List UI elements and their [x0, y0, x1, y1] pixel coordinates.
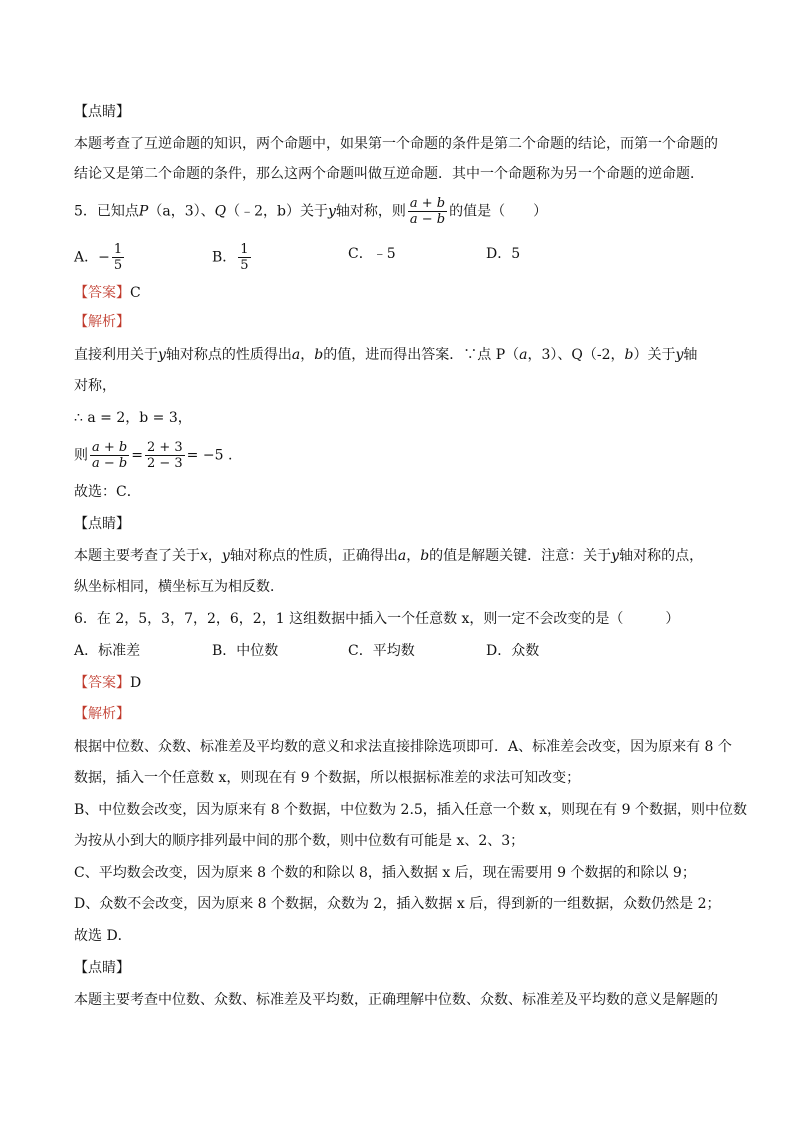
q6-option-d: D．众数	[486, 643, 540, 659]
q5-dianjing-line-1: 本题主要考查了关于x，y轴对称点的性质，正确得出a，b的值是解题关键．注意：关于y轴对称的点，	[74, 548, 704, 564]
q5-fraction: $\frac{a + b}{a - b}$	[409, 196, 446, 227]
q5-analysis-line-3: ∴ a = 2，b = 3，	[74, 410, 192, 426]
q6-analysis-line-1: 根据中位数、众数、标准差及平均数的意义和求法直接排除选项即可．A、标准差会改变，因为原来有 8 个	[74, 739, 732, 755]
q5-option-a: A．− $\frac{1}{5}$	[74, 242, 123, 273]
q5-option-c: C．﹣5	[348, 246, 396, 262]
q6-analysis-line-2: 数据，插入一个任意数 x，则现在有 9 个数据，所以根据标准差的求法可知改变；	[74, 770, 581, 786]
q5-analysis-line-4: 则 $\frac{a + b}{a - b}$ = $\frac{2 + 3}{2 - 3}$ = −5 .	[74, 440, 233, 471]
q6-analysis-heading: 【解析】	[74, 706, 130, 722]
q5-option-d: D．5	[486, 246, 521, 262]
q6-option-b: B．中位数	[212, 643, 279, 659]
q6-option-a: A．标准差	[74, 643, 141, 659]
q5-analysis-line-5: 故选：C．	[74, 484, 141, 500]
q6-dianjing-line-1: 本题主要考查中位数、众数、标准差及平均数，正确理解中位数、众数、标准差及平均数的意义是解题的	[74, 992, 718, 1008]
q6-answer: 【答案】D	[74, 675, 142, 691]
q5-analysis-heading: 【解析】	[74, 314, 130, 330]
q5-stem: 5．已知点P（a，3）、Q（﹣2，b）关于y轴对称，则 $\frac{a + b}{a - b}$ 的值是（ ）	[74, 196, 548, 227]
q5-analysis-line-2: 对称，	[74, 378, 116, 394]
q5-answer: 【答案】C	[74, 285, 141, 301]
q6-analysis-line-6: D、众数不会改变，因为原来 8 个数据，众数为 2，插入数据 x 后，得到新的一组数据，众数仍然是 2；	[74, 896, 721, 912]
q6-analysis-line-5: C、平均数会改变，因为原来 8 个数的和除以 8，插入数据 x 后，现在需要用 9 个数据的和除以 9；	[74, 865, 696, 881]
q6-dianjing-heading: 【点睛】	[74, 960, 130, 976]
q6-analysis-line-7: 故选 D．	[74, 928, 132, 944]
prev-note-line-1: 本题考查了互逆命题的知识，两个命题中，如果第一个命题的条件是第二个命题的结论，而第一个命题的	[74, 136, 718, 152]
q5-option-b: B． $\frac{1}{5}$	[212, 242, 249, 273]
q6-analysis-line-3: B、中位数会改变，因为原来有 8 个数据，中位数为 2.5，插入任意一个数 x，则现在有 9 个数据，则中位数	[74, 802, 747, 818]
q5-dianjing-heading: 【点睛】	[74, 516, 130, 532]
q6-stem: 6．在 2，5，3，7，2，6，2，1 这组数据中插入一个任意数 x，则一定不会改变的是（ ）	[74, 611, 680, 627]
q6-analysis-line-4: 为按从小到大的顺序排列最中间的那个数，则中位数有可能是 x、2、3；	[74, 833, 525, 849]
prev-note-line-2: 结论又是第二个命题的条件，那么这两个命题叫做互逆命题．其中一个命题称为另一个命题的逆命题．	[74, 166, 704, 182]
q5-dianjing-line-2: 纵坐标相同，横坐标互为相反数．	[74, 579, 284, 595]
dianjing-heading: 【点睛】	[74, 104, 130, 120]
q5-analysis-line-1: 直接利用关于y轴对称点的性质得出a，b的值，进而得出答案．∵点 P（a，3）、Q（-2，b）关于y轴	[74, 347, 698, 363]
q6-option-c: C．平均数	[348, 643, 415, 659]
